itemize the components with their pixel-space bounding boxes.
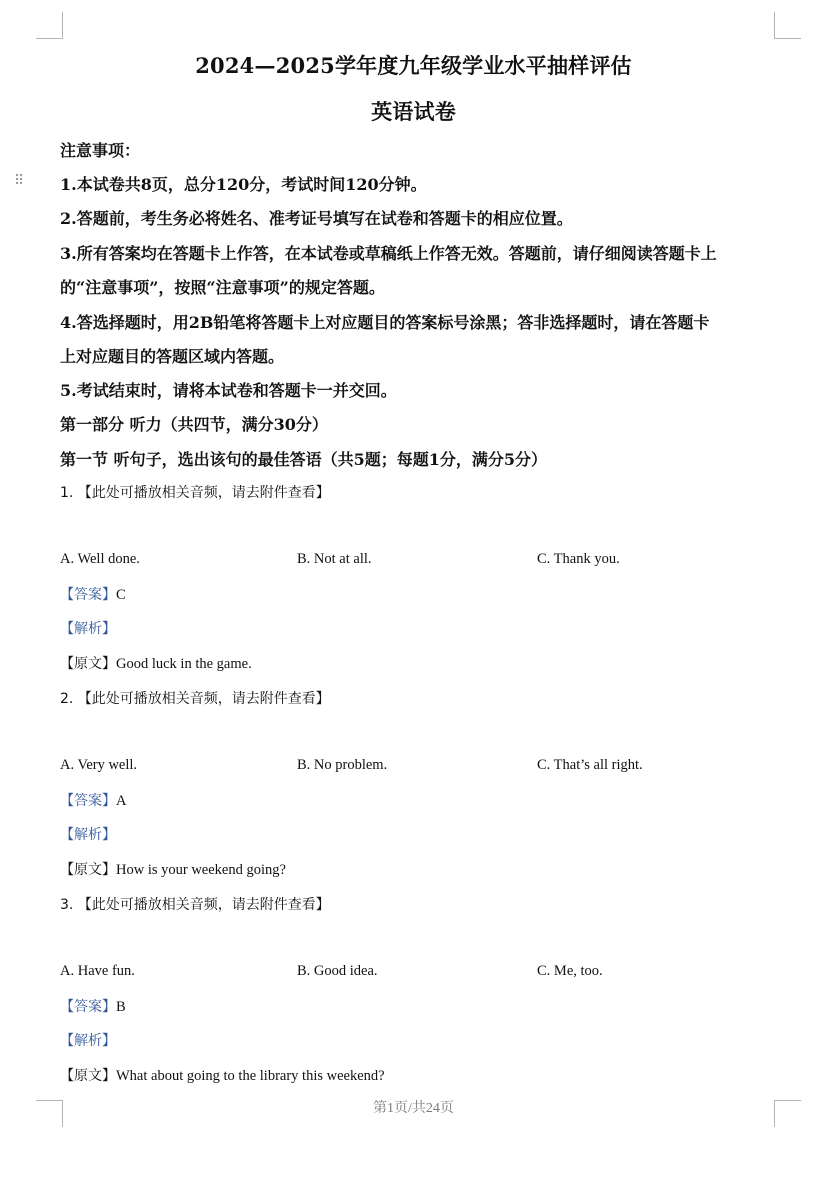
option-c: C. Me, too. bbox=[537, 963, 603, 979]
analysis-row bbox=[60, 824, 116, 844]
option-a: A. Have fun. bbox=[60, 963, 135, 979]
analysis-label: 【解析】 bbox=[60, 621, 116, 637]
section-heading: 第一节 听句子，选出该句的最佳答语（共5题；每题1分，满分5分） bbox=[60, 450, 547, 469]
notice-line: 2.答题前，考生务必将姓名、准考证号填写在试卷和答题卡的相应位置。 bbox=[60, 209, 573, 228]
notice-line: 4.答选择题时，用2B铅笔将答题卡上对应题目的答案标号涂黑；答非选择题时，请在答题卡 bbox=[60, 313, 710, 332]
original-row bbox=[60, 1065, 385, 1085]
analysis-label: 【解析】 bbox=[60, 1033, 116, 1049]
option-b: B. No problem. bbox=[297, 757, 388, 773]
answer-value: C bbox=[116, 587, 126, 603]
option-a: A. Very well. bbox=[60, 757, 138, 773]
part-heading: 第一部分 听力（共四节，满分30分） bbox=[60, 415, 328, 434]
notice-line: 上对应题目的答题区域内答题。 bbox=[60, 347, 285, 366]
original-label: 【原文】 bbox=[60, 656, 116, 672]
question-prompt: 3. 【此处可播放相关音频，请去附件查看】 bbox=[60, 897, 330, 913]
answer-row bbox=[60, 996, 126, 1016]
question-prompt: 1. 【此处可播放相关音频，请去附件查看】 bbox=[60, 485, 330, 501]
document-title: 2024—2025学年度九年级学业水平抽样评估 bbox=[195, 53, 632, 78]
analysis-label: 【解析】 bbox=[60, 827, 116, 843]
original-row bbox=[60, 653, 252, 673]
answer-row bbox=[60, 790, 126, 810]
answer-label: 【答案】 bbox=[60, 587, 116, 603]
notice-heading: 注意事项： bbox=[60, 141, 141, 160]
crop-mark-top-left bbox=[36, 12, 63, 39]
option-a: A. Well done. bbox=[60, 551, 140, 567]
document-subtitle: 英语试卷 bbox=[371, 99, 456, 124]
notice-line: 3.所有答案均在答题卡上作答，在本试卷或草稿纸上作答无效。答题前，请仔细阅读答题卡上 bbox=[60, 244, 717, 263]
original-label: 【原文】 bbox=[60, 1068, 116, 1084]
drag-handle-icon[interactable]: ⠿ bbox=[14, 173, 25, 189]
original-text: What about going to the library this weekend? bbox=[116, 1068, 385, 1084]
notice-line: 5.考试结束时，请将本试卷和答题卡一并交回。 bbox=[60, 381, 397, 400]
original-label: 【原文】 bbox=[60, 862, 116, 878]
original-row bbox=[60, 859, 286, 879]
analysis-row bbox=[60, 1030, 116, 1050]
question-prompt: 2. 【此处可播放相关音频，请去附件查看】 bbox=[60, 691, 330, 707]
original-text: Good luck in the game. bbox=[116, 656, 252, 672]
notice-line: 1.本试卷共8页，总分120分，考试时间120分钟。 bbox=[60, 175, 427, 194]
answer-label: 【答案】 bbox=[60, 999, 116, 1015]
answer-row bbox=[60, 584, 126, 604]
notice-line: 的“注意事项”，按照“注意事项”的规定答题。 bbox=[60, 278, 385, 297]
analysis-row bbox=[60, 618, 116, 638]
page-footer: 第1页/共24页 bbox=[373, 1101, 454, 1116]
crop-mark-top-right bbox=[774, 12, 801, 39]
answer-label: 【答案】 bbox=[60, 793, 116, 809]
option-c: C. That’s all right. bbox=[537, 757, 643, 773]
original-text: How is your weekend going? bbox=[116, 862, 286, 878]
answer-value: A bbox=[116, 793, 127, 809]
option-b: B. Not at all. bbox=[297, 551, 372, 567]
option-b: B. Good idea. bbox=[297, 963, 378, 979]
option-c: C. Thank you. bbox=[537, 551, 620, 567]
answer-value: B bbox=[116, 999, 126, 1015]
